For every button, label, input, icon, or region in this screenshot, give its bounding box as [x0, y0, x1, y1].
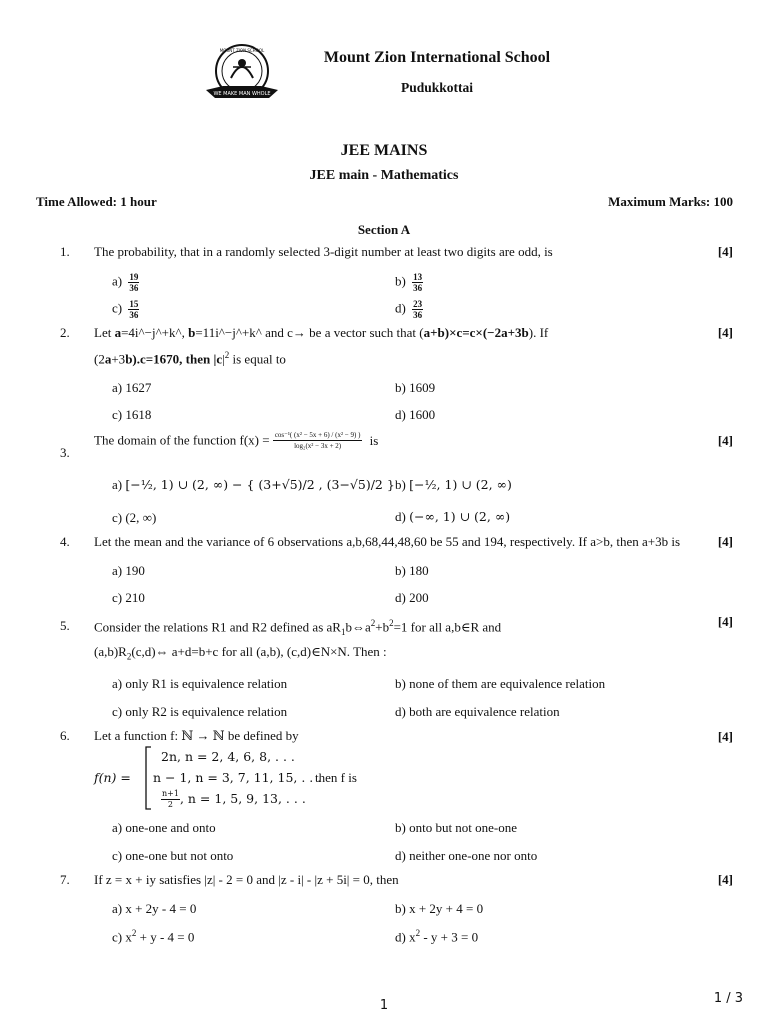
question-marks: [4]	[717, 244, 733, 259]
question-text: The domain of the function f(x) = $\frac{\text{cos⁻¹( (x² − 5x + 6) / (x² − 9) )}}{\text{log₂(x² − 3x + 2)}}$ is	[94, 431, 379, 450]
option-c[interactable]: c) (2, ∞)	[112, 510, 157, 525]
section-title: Section A	[357, 222, 411, 237]
option-d[interactable]: d) both are equivalence relation	[395, 704, 560, 719]
question-marks: [4]	[717, 325, 733, 340]
question-number: 7.	[60, 872, 70, 887]
fraction: $\frac{13}{36}$	[413, 272, 423, 293]
option-c[interactable]: c) only R2 is equivalence relation	[112, 704, 288, 719]
option-c[interactable]: c) one-one but not onto	[112, 848, 234, 863]
option-a[interactable]: a) 190	[112, 563, 145, 578]
option-a[interactable]: a) [−½, 1) ∪ (2, ∞) − { (3+√5)/2 , (3−√5)/2 }	[112, 477, 395, 492]
time-allowed: Time Allowed: 1 hour	[36, 194, 157, 209]
question-text: Let the mean and the variance of 6 observations a,b,68,44,48,60 be 55 and 194, respectively. If a>b, then a+3b is	[94, 534, 681, 549]
option-b[interactable]	[395, 272, 423, 293]
option-a[interactable]: a) one-one and onto	[112, 820, 216, 835]
fraction: $\frac{n+1}{2}$	[162, 789, 179, 809]
fraction: $\frac{19}{36}$	[129, 272, 139, 293]
option-d[interactable]	[395, 299, 423, 320]
question-marks: [4]	[717, 534, 733, 549]
question-number: 3.	[60, 445, 70, 460]
question-text: Let a function f: ℕ → ℕ be defined by	[94, 728, 299, 743]
page-number: 1	[379, 998, 389, 1013]
question-marks: [4]	[717, 433, 733, 448]
svg-text:WE MAKE MAN WHOLE: WE MAKE MAN WHOLE	[213, 91, 271, 97]
exam-title: JEE MAINS	[340, 142, 428, 159]
question-marks: [4]	[717, 614, 733, 629]
question-number: 2.	[60, 325, 70, 340]
option-label: b)	[395, 273, 406, 289]
question-text: The probability, that in a randomly selected 3-digit number at least two digits are odd, is	[94, 244, 553, 259]
maximum-marks: Maximum Marks: 100	[608, 194, 733, 209]
piecewise-brace	[141, 746, 153, 810]
svg-text:MOUNT ZION SCHOOL: MOUNT ZION SCHOOL	[219, 48, 265, 53]
question-text-line-1: Consider the relations R1 and R2 defined as $aR_1b\Leftrightarrow a^2+b^2=1$ for all a,b∈R and	[94, 618, 502, 637]
option-c[interactable]: c) 1618	[112, 407, 152, 422]
option-a[interactable]	[112, 272, 139, 293]
option-b[interactable]: b) [−½, 1) ∪ (2, ∞)	[395, 477, 512, 492]
piecewise-case-2: n − 1, n = 3, 7, 11, 15, . . .	[153, 770, 322, 785]
option-b[interactable]: b) x + 2y + 4 = 0	[395, 901, 484, 916]
option-b[interactable]: b) none of them are equivalence relation	[395, 676, 606, 691]
option-c[interactable]: c) 210	[112, 590, 145, 605]
option-d[interactable]: d) 200	[395, 590, 429, 605]
school-place: Pudukkottai	[400, 80, 474, 95]
option-d[interactable]: d) (−∞, 1) ∪ (2, ∞)	[395, 509, 511, 524]
option-b[interactable]: b) onto but not one-one	[395, 820, 518, 835]
fraction: $\frac{15}{36}$	[129, 299, 139, 320]
option-c[interactable]: c) $x^2 + y - 4 = 0$	[112, 928, 195, 945]
option-label: d)	[395, 300, 406, 316]
domain-fraction: $\frac{\text{cos⁻¹( (x² − 5x + 6) / (x² − 9) )}}{\text{log₂(x² − 3x + 2)}}$	[274, 431, 361, 450]
question-text: If z = x + iy satisfies |z| - 2 = 0 and |z - i| - |z + 5i| = 0, then	[94, 872, 399, 887]
option-b[interactable]: b) 1609	[395, 380, 436, 395]
page-indicator: 1 / 3	[713, 991, 743, 1006]
option-a[interactable]: a) x + 2y - 4 = 0	[112, 901, 197, 916]
option-label: c)	[112, 300, 123, 316]
option-d[interactable]: d) neither one-one nor onto	[395, 848, 538, 863]
question-number: 4.	[60, 534, 70, 549]
question-number: 6.	[60, 728, 70, 743]
exam-subject: JEE main - Mathematics	[309, 168, 459, 183]
question-text-tail: then f is	[315, 770, 357, 785]
question-text-line-2: $(a,b)R_2(c,d)\Leftrightarrow$ a+d=b+c for all (a,b), (c,d)∈N×N. Then :	[94, 644, 387, 662]
school-name: Mount Zion International School	[323, 49, 551, 66]
option-label: a)	[112, 273, 123, 289]
option-d[interactable]: d) $x^2 - y + 3 = 0$	[395, 928, 479, 945]
question-marks: [4]	[717, 872, 733, 887]
question-number: 1.	[60, 244, 70, 259]
option-b[interactable]: b) 180	[395, 563, 429, 578]
option-d[interactable]: d) 1600	[395, 407, 436, 422]
option-a[interactable]: a) only R1 is equivalence relation	[112, 676, 288, 691]
piecewise-case-1: 2n, n = 2, 4, 6, 8, . . .	[161, 749, 295, 764]
option-a[interactable]: a) 1627	[112, 380, 152, 395]
question-number: 5.	[60, 618, 70, 633]
question-text-line-1: Let a=4i^−j^+k^, b=11i^−j^+k^ and c→ be a vector such that (a+b)×c=c×(−2a+3b). If	[94, 325, 549, 340]
piecewise-case-3: $\frac{n+1}{2}$ , n = 1, 5, 9, 13, . . .	[162, 789, 306, 809]
function-name: f(n) =	[94, 770, 131, 785]
fraction: $\frac{23}{36}$	[413, 299, 423, 320]
question-text-line-2: (2a+3b).c=1670, then $|c|^2$ is equal to	[94, 350, 286, 367]
question-marks: [4]	[717, 729, 733, 744]
option-c[interactable]	[112, 299, 139, 320]
